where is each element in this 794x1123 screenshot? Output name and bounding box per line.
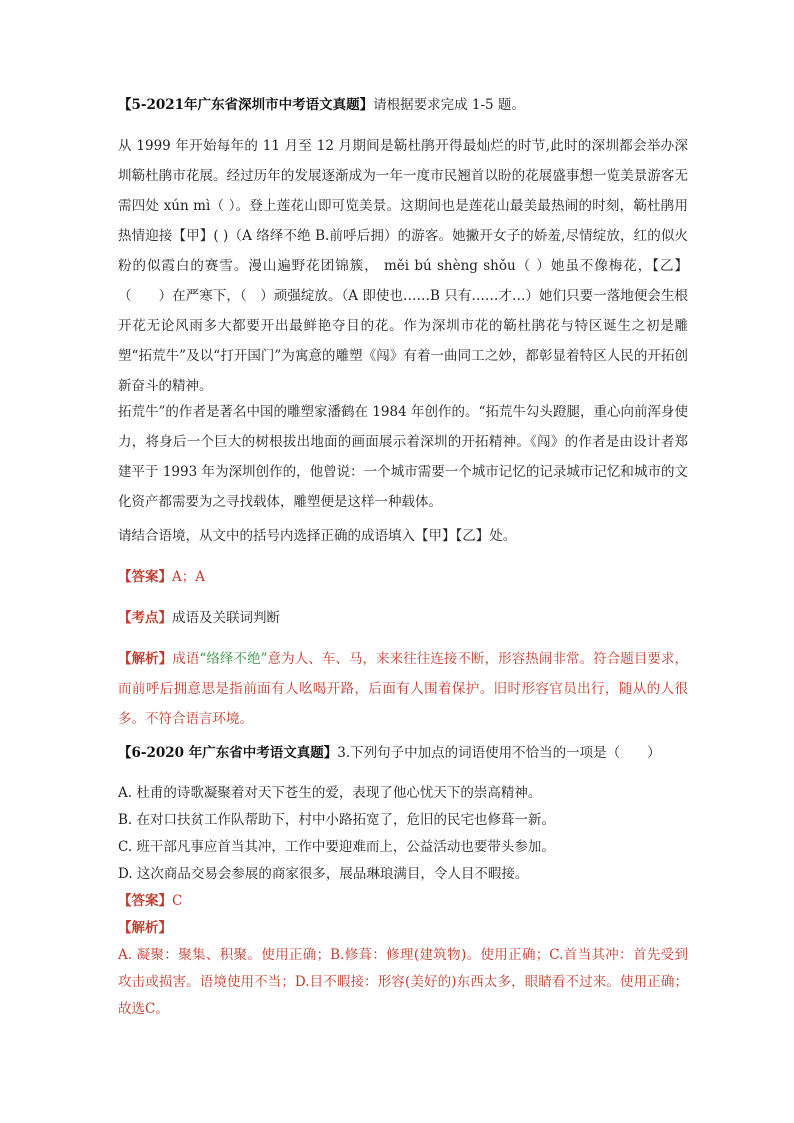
q1-passage-1-text: 从 1999 年开始每年的 11 月至 12 月期间是簕杜鹃开得最灿烂的时节,此时的深圳都会举办深圳簕杜鹃市花展。经过历年的发展逐渐成为一年一度市民翘首以盼的花展盛事想一览美景游客无需四处 xún mì（ ）。登上莲花山即可览美景。这期间也是莲花山最美最热闹的时刻，簕杜鹃用热情迎接【甲】( )（A 络绎不绝 B.前呼后拥）的游客。她撇开女子的娇羞,尽情绽放，红的似火粉的似霞白的赛雪。漫山遍野花团锦簇， měi bú shèng shǒu（ ）她虽不像梅花，【乙】（ ）在严寒下，（ ）顽强绽放。（A 即使也……B 只有……才…）她们只要一落地便会生根开花无论风雨多大都要开出最鲜艳夺目的花。作为深圳市花的簕杜鹃花与特区诞生之初是雕塑“拓荒牛”及以“打开国门”为寓意的雕塑《闯》有着一曲同工之妙，都彰显着特区人民的开拓创新奋斗的精神。 <box>118 138 688 394</box>
q1-intro: 请根据要求完成 1-5 题。 <box>373 97 525 113</box>
q2-answer-label: 【答案】 <box>118 893 172 909</box>
q2-header <box>118 738 688 768</box>
q1-analysis <box>118 644 688 734</box>
q1-question <box>118 521 688 551</box>
q1-analysis-quote: “络绎不绝” <box>199 651 268 667</box>
q1-analysis-post: 意为人、车、马，来来往往连接不断，形容热闹非常。符合题目要求，而前呼后拥意思是指前面有人吆喝开路，后面有人围着保护。旧时形容官员出行，随从的人很多。不符合语言环境。 <box>118 651 689 727</box>
q2-option-d: D. 这次商品交易会参展的商家很多，展品琳琅满目，令人目不暇接。 <box>118 866 529 882</box>
q1-answer-value: A；A <box>172 569 205 585</box>
q1-question-text: 请结合语境，从文中的括号内选择正确的成语填入【甲】【乙】处。 <box>118 528 517 544</box>
q2-analysis-label: 【解析】 <box>118 920 172 936</box>
q1-analysis-pre: 成语 <box>172 651 200 667</box>
q1-passage-2 <box>118 397 688 517</box>
q2-options <box>118 780 688 1023</box>
q2-option-b: B. 在对口扶贫工作队帮助下，村中小路拓宽了，危旧的民宅也修葺一新。 <box>118 812 556 828</box>
q1-passage-1 <box>118 131 688 401</box>
q2-answer-value: C <box>172 893 183 909</box>
q1-answer-label: 【答案】 <box>118 569 172 585</box>
q2-analysis-text: A. 凝聚：聚集、积聚。使用正确；B.修葺：修理(建筑物)。使用正确；C.首当其冲：首先受到攻击或损害。语境使用不当；D.目不暇接：形容(美好的)东西太多，眼睛看不过来。使用正确；故选C。 <box>118 947 688 1017</box>
q1-answer <box>118 562 688 592</box>
q2-option-a: A. 杜甫的诗歌凝聚着对天下苍生的爱，表现了他心忧天下的崇高精神。 <box>118 785 542 801</box>
q2-title: 【6-2020 年广东省中考语文真题】 <box>118 745 338 761</box>
q1-title: 【5-2021年广东省深圳市中考语文真题】 <box>118 97 374 113</box>
q1-header <box>118 90 688 120</box>
q1-point-label: 【考点】 <box>118 610 172 626</box>
q1-point <box>118 603 688 633</box>
q1-point-value: 成语及关联词判断 <box>172 610 280 626</box>
q1-passage-2-text: 拓荒牛”的作者是著名中国的雕塑家潘鹤在 1984 年创作的。“拓荒牛勾头蹬腿，重心向前浑身使力，将身后一个巨大的树根拔出地面的画面展示着深圳的开拓精神。《闯》的作者是由设计者郑建平于 1993 年为深圳创作的，他曾说：一个城市需要一个城市记忆的记录城市记忆和城市的文化资产都需要为之寻找载体，雕塑便是这样一种载体。 <box>118 404 688 510</box>
q2-option-c: C. 班干部凡事应首当其冲，工作中要迎难而上，公益活动也要带头参加。 <box>118 839 555 855</box>
q2-question: 3.下列句子中加点的词语使用不恰当的一项是（ ） <box>337 745 661 761</box>
q1-analysis-label: 【解析】 <box>118 651 173 667</box>
